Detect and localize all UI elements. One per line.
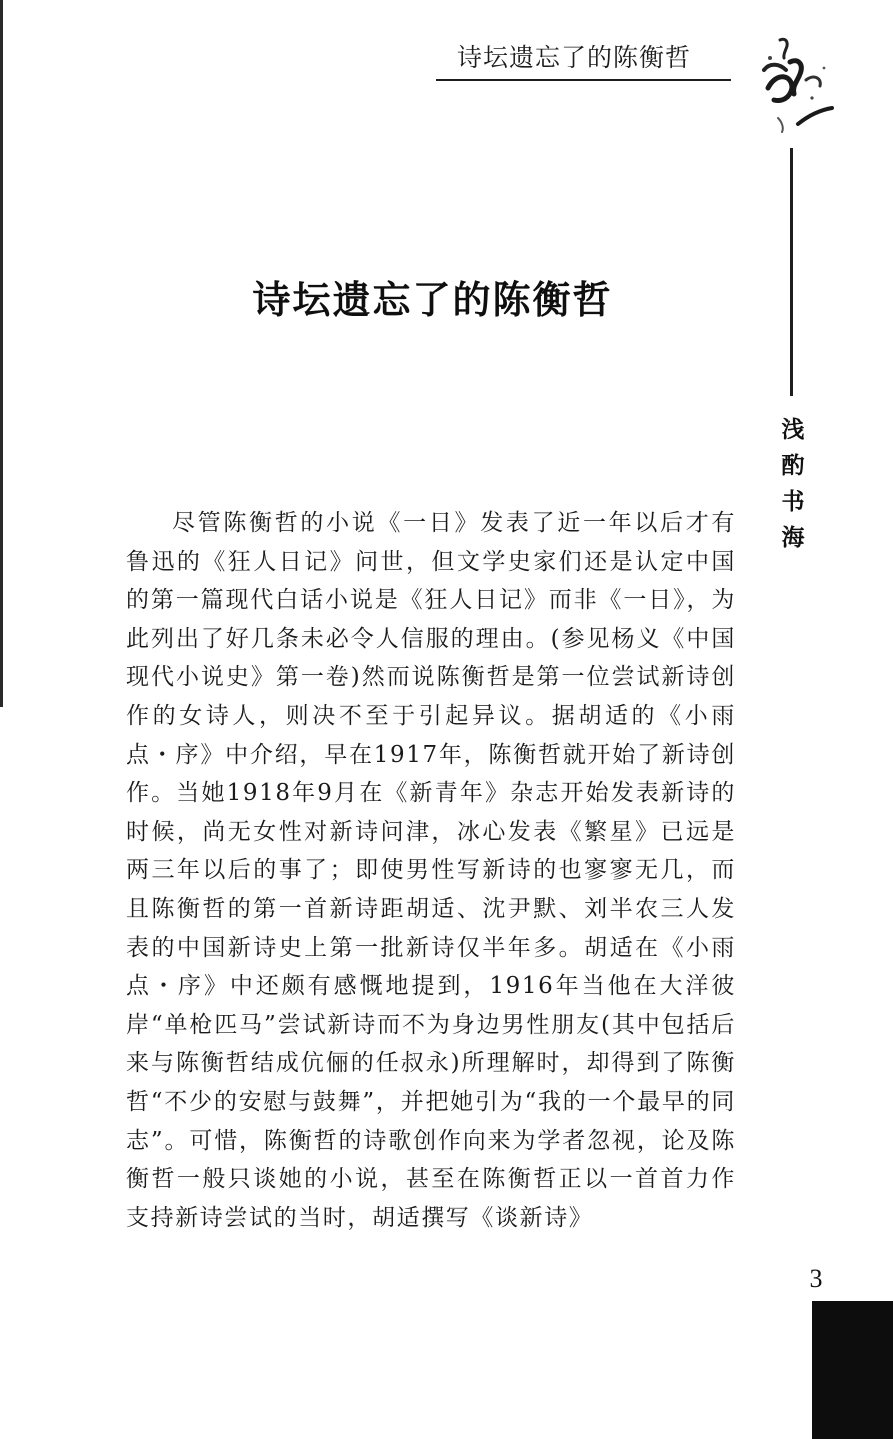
header-rule: [436, 79, 731, 81]
body-paragraph: 尽管陈衡哲的小说《一日》发表了近一年以后才有鲁迅的《狂人日记》问世，但文学史家们还是认定中国的第一篇现代白话小说是《狂人日记》而非《一日》，为此列出了好几条未必令人信服的理由。(参见杨义《中国现代小说史》第一卷)然而说陈衡哲是第一位尝试新诗创作的女诗人，则决不至于引起异议。据胡适的《小雨点・序》中介绍，早在1917年，陈衡哲就开始了新诗创作。当她1918年9月在《新青年》杂志开始发表新诗的时候，尚无女性对新诗问津，冰心发表《繁星》已远是两三年以后的事了；即使男性写新诗的也寥寥无几，而且陈衡哲的第一首新诗距胡适、沈尹默、刘半农三人发表的中国新诗史上第一批新诗仅半年多。胡适在《小雨点・序》中还颇有感慨地提到，1916年当他在大洋彼岸“单枪匹马”尝试新诗而不为身边男性朋友(其中包括后来与陈衡哲结成伉俪的任叔永)所理解时，却得到了陈衡哲“不少的安慰与鼓舞”，并把她引为“我的一个最早的同志”。可惜，陈衡哲的诗歌创作向来为学者忽视，论及陈衡哲一般只谈她的小说，甚至在陈衡哲正以一首首力作支持新诗尝试的当时，胡适撰写《谈新诗》: [126, 510, 736, 1231]
thumb-index-tab: [812, 1301, 893, 1439]
side-rule: [790, 148, 793, 396]
section-tab-label: 浅酌书海: [781, 417, 805, 551]
brush-ornament-icon: [750, 28, 850, 146]
page-edge-rule: [0, 0, 3, 707]
page-number: 3: [809, 1264, 823, 1293]
article-title: 诗坛遗忘了的陈衡哲: [252, 278, 613, 322]
running-header: 诗坛遗忘了的陈衡哲: [456, 43, 691, 72]
